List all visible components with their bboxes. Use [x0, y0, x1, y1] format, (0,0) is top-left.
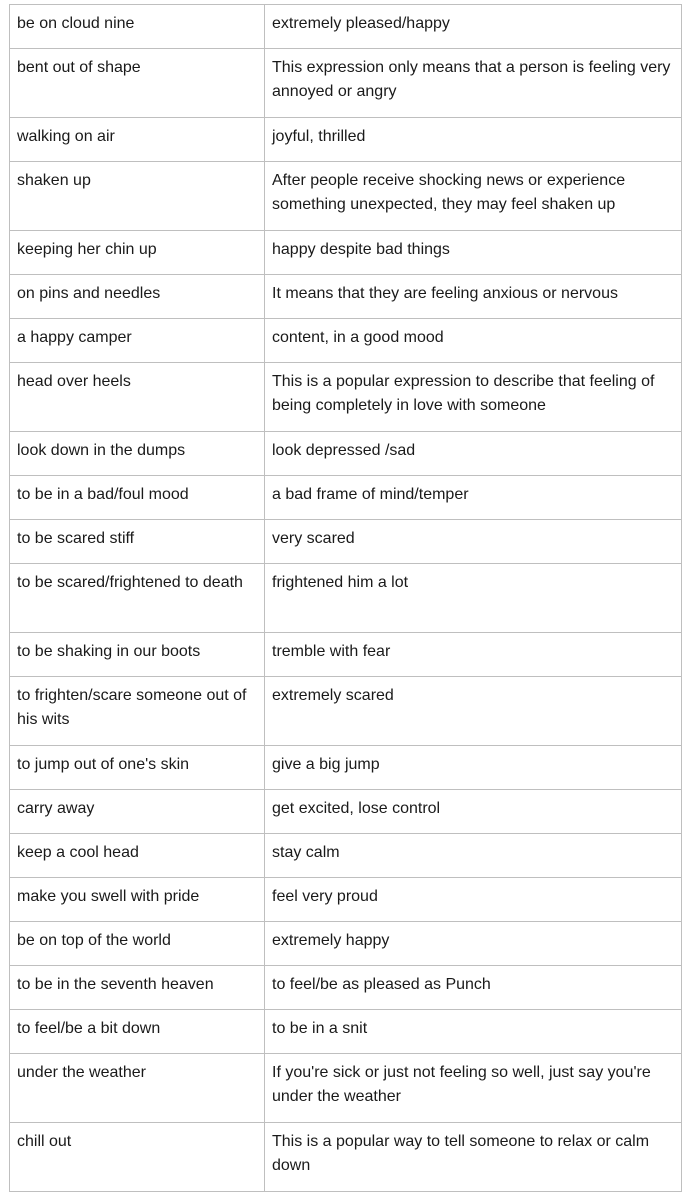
idiom-phrase: on pins and needles	[10, 275, 265, 319]
idiom-meaning: give a big jump	[265, 746, 682, 790]
table-row	[10, 677, 682, 746]
idiom-phrase: keep a cool head	[10, 834, 265, 878]
idiom-meaning: After people receive shocking news or experience something unexpected, they may feel shaken up	[265, 162, 682, 231]
idiom-meaning: look depressed /sad	[265, 432, 682, 476]
idiom-meaning: get excited, lose control	[265, 790, 682, 834]
idiom-phrase: look down in the dumps	[10, 432, 265, 476]
idiom-phrase: to be scared stiff	[10, 520, 265, 564]
idiom-meaning: tremble with fear	[265, 633, 682, 677]
table-row	[10, 49, 682, 118]
idiom-phrase: be on top of the world	[10, 922, 265, 966]
idiom-phrase: to be shaking in our boots	[10, 633, 265, 677]
table-row	[10, 633, 682, 677]
table-row	[10, 922, 682, 966]
idiom-phrase: be on cloud nine	[10, 5, 265, 49]
table-row	[10, 564, 682, 633]
idiom-phrase: to be scared/frightened to death	[10, 564, 265, 633]
idiom-phrase: walking on air	[10, 118, 265, 162]
idiom-phrase: keeping her chin up	[10, 231, 265, 275]
idiom-meaning: This is a popular expression to describe that feeling of being completely in love with someone	[265, 363, 682, 432]
idiom-phrase: to feel/be a bit down	[10, 1010, 265, 1054]
table-row	[10, 1054, 682, 1123]
idiom-phrase: make you swell with pride	[10, 878, 265, 922]
table-row	[10, 746, 682, 790]
idiom-phrase: shaken up	[10, 162, 265, 231]
idiom-meaning: happy despite bad things	[265, 231, 682, 275]
idiom-meaning: joyful, thrilled	[265, 118, 682, 162]
table-row	[10, 162, 682, 231]
idiom-meaning: frightened him a lot	[265, 564, 682, 633]
idiom-phrase: bent out of shape	[10, 49, 265, 118]
idiom-phrase: carry away	[10, 790, 265, 834]
idiom-phrase: chill out	[10, 1123, 265, 1192]
idiom-meaning: to feel/be as pleased as Punch	[265, 966, 682, 1010]
idiom-meaning: It means that they are feeling anxious or nervous	[265, 275, 682, 319]
idiom-meaning: If you're sick or just not feeling so well, just say you're under the weather	[265, 1054, 682, 1123]
table-row	[10, 275, 682, 319]
idioms-table	[9, 4, 682, 1192]
table-row	[10, 966, 682, 1010]
table-row	[10, 5, 682, 49]
table-row	[10, 1123, 682, 1192]
table-row	[10, 319, 682, 363]
idiom-phrase: to frighten/scare someone out of his wits	[10, 677, 265, 746]
table-row	[10, 520, 682, 564]
idiom-meaning: very scared	[265, 520, 682, 564]
table-row	[10, 231, 682, 275]
table-row	[10, 790, 682, 834]
idiom-phrase: to jump out of one's skin	[10, 746, 265, 790]
table-row	[10, 363, 682, 432]
idiom-phrase: to be in a bad/foul mood	[10, 476, 265, 520]
idiom-phrase: under the weather	[10, 1054, 265, 1123]
table-row	[10, 432, 682, 476]
idiom-meaning: content, in a good mood	[265, 319, 682, 363]
idiom-meaning: feel very proud	[265, 878, 682, 922]
table-row	[10, 878, 682, 922]
table-row	[10, 1010, 682, 1054]
idiom-meaning: This expression only means that a person is feeling very annoyed or angry	[265, 49, 682, 118]
idiom-phrase: a happy camper	[10, 319, 265, 363]
table-row	[10, 476, 682, 520]
table-row	[10, 834, 682, 878]
idiom-meaning: a bad frame of mind/temper	[265, 476, 682, 520]
idiom-phrase: to be in the seventh heaven	[10, 966, 265, 1010]
idiom-meaning: to be in a snit	[265, 1010, 682, 1054]
table-row	[10, 118, 682, 162]
idiom-meaning: extremely scared	[265, 677, 682, 746]
idiom-meaning: extremely happy	[265, 922, 682, 966]
idiom-meaning: This is a popular way to tell someone to relax or calm down	[265, 1123, 682, 1192]
idiom-phrase: head over heels	[10, 363, 265, 432]
idiom-meaning: extremely pleased/happy	[265, 5, 682, 49]
idiom-meaning: stay calm	[265, 834, 682, 878]
